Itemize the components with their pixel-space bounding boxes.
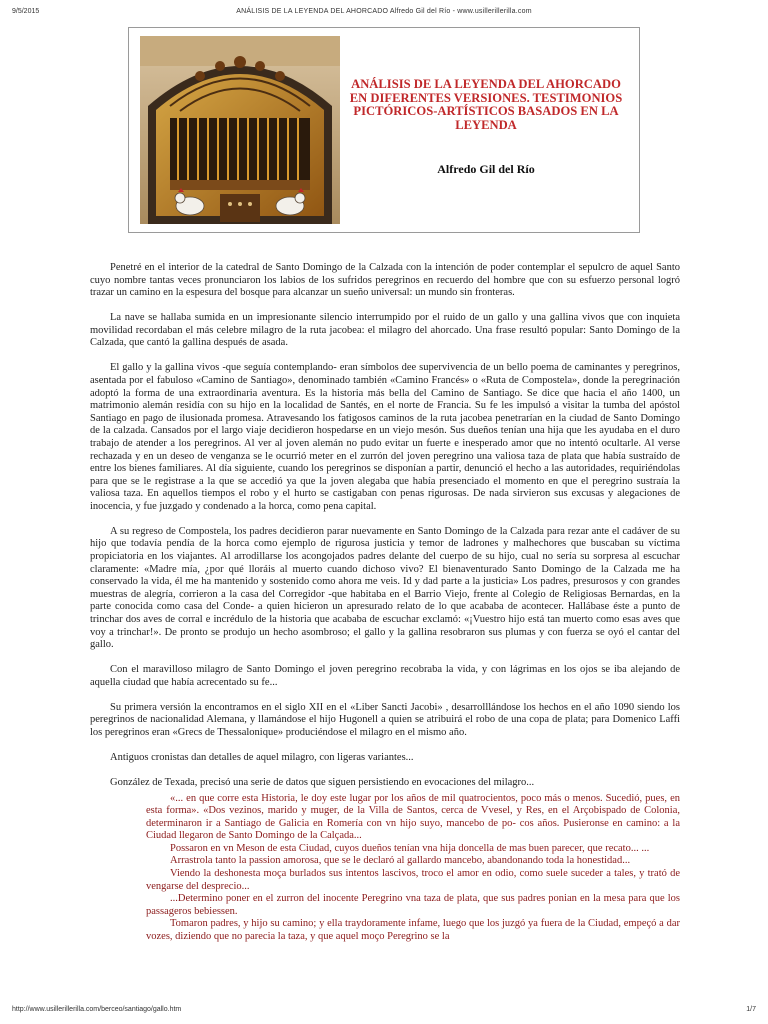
quote-line: ...Determino poner en el zurron del inocente Peregrino vna taza de plata, que sus padres ponian en la mesa para que los passageros bebiessen. (146, 893, 680, 917)
hero-text (341, 78, 631, 177)
print-header (12, 8, 756, 20)
page-url: http://www.usillerillerilla.com/berceo/santiago/gallo.htm (12, 1006, 182, 1013)
quote-line: «... en que corre esta Historia, le doy este lugar por los años de mil quatrocientos, poco más o menos. Sucedió, pues, en esta forma». «Dos vezinos, marido y muger, de la Villa de Santos, cerca de Vvesel, y Res, en el Arçobispado de Colonia, determinaron ir a Santiago de Galicia en Romería con vn hijo suyo, mancebo de po- cos años. Pusieronse en camino: a la Ciudad llegaron de Santo Domingo de la Calçada... (146, 792, 680, 842)
quote-line: Viendo la deshonesta moça burlados sus intentos lascivos, troco el amor en odio, como suele suceder a tales, y trató de vengarse del desprecio... (146, 868, 680, 892)
paragraph: Con el maravilloso milagro de Santo Domingo el joven peregrino recobraba la vida, y con lágrimas en los ojos se iba alejando de aquella ciudad que había acrecentado su fe... (90, 664, 680, 688)
quote-line: Possaron en vn Meson de esta Ciudad, cuyos dueños tenían vna hija doncella de mas buen parecer, que recato... ... (170, 842, 650, 854)
article-body (90, 262, 680, 944)
quote-line: Arrastrola tanto la passion amorosa, que se le declaró al gallardo mancebo, abandonando toda la honestidad... (170, 855, 631, 867)
paragraph: La nave se hallaba sumida en un impresionante silencio interrumpido por el ruido de un gallo y una gallina vivos que con inquieta movilidad recordaban el más celebre milagro de la ruta jacobea: el milagro del ahorcado. Una frase resultó popular: Santo Domingo de la Calzada, que cantó la gallina después de asada. (90, 312, 680, 349)
paragraph: El gallo y la gallina vivos -que seguía contemplando- eran símbolos dee supervivencia de un bello poema de caminantes y peregrinos, asentada por el fabuloso «Camino de Santiago», denominado también «Camino Francés» o «Ruta de Compostela», donde la peregrinación adoptó la forma de una extraordinaria aventura. Es la historia más bella del Camino de Santiago. Se dice que hacia el año 1400, un matrimonio alemán residía con su hijo en la localidad de Santés, en el norte de Francia. Su fe les impulsó a visitar la tumba del apóstol Santiago en pago de ilusionada promesa. Atravesando los fatigosos caminos de la ruta jacobea penetrarían en la ciudad de Santo Domingo de la calzada. Cansados por el largo viaje decidieron hospedarse en un viejo mesón. Sus dueños tenían una hija que les ayudaba en el duro trabajo de atender a los peregrinos. Al ver al joven alemán no pudo evitar un fuerte e inesperado amor que no intentó ocultarle. Al verse rechazada y en un deseo de venganza se le ocurrió meter en el zurrón del joven peregrino una valiosa taza de plata que había sustraído de entre los bienes familiares. Al día siguiente, cuando los peregrinos se disponían a partir, denunció el hecho a las autoridades, requiriéndolas para que se le registrase a la que se accedió ya que la joven alegaba que había presenciado el momento en que el peregrino sustraía la valiosa taza. En aquellos tiempos el robo y el hurto se castigaban con penas rigurosas. De nada sirvieron sus excusas y alegaciones de inocencia, y fue juzgado y condenado a la horca, como pena capital. (90, 362, 680, 512)
page-number: 1/7 (746, 1006, 756, 1013)
henhouse-illustration (140, 36, 340, 224)
quote-line: Tomaron padres, y hijo su camino; y ella traydoramente infame, luego que los juzgó ya fuera de la Ciudad, empeçó a dar vozes, diziendo que no parecia la taza, y que aquel moço Peregrino se la (146, 918, 680, 943)
article-title: ANÁLISIS DE LA LEYENDA DEL AHORCADO EN DIFERENTES VERSIONES. TESTIMONIOS PICTÓRICOS-ARTÍSTICOS BASADOS EN LA LEYENDA (349, 77, 623, 132)
paragraph: Su primera versión la encontramos en el siglo XII en el «Liber Sancti Jacobi» , desarrolllándose los hechos en el año 1090 siendo los peregrinos de nacionalidad Alemana, y llamándose el hijo Hugonell a quien se atribuirá el robo de una copa de plata; para Domenico Laffi los peregrinos eran «Grecs de Thessalonique» produciéndose el milagro en el mismo año. (90, 701, 680, 738)
print-date: 9/5/2015 (12, 8, 40, 15)
paragraph: Antiguos cronistas dan detalles de aquel milagro, con ligeras variantes... (110, 751, 414, 763)
article-author: Alfredo Gil del Río (437, 162, 535, 176)
paragraph: Penetré en el interior de la catedral de Santo Domingo de la Calzada con la intención de poder contemplar el sepulcro de aquel Santo cuyo nombre tantas veces pronunciaron los labios de los sufridos peregrinos en recuerdo del hombre que con su esfuerzo personal logró trazar un camino en la espesura del bosque para alcanzar un sueño universal: un mundo sin fronteras. (90, 262, 680, 299)
print-title: ANÁLISIS DE LA LEYENDA DEL AHORCADO Alfredo Gil del Río - www.usillerillerilla.com (236, 8, 532, 15)
hero-banner (128, 27, 640, 233)
paragraph: González de Texada, precisó una serie de datos que siguen persistiendo en evocaciones del milagro... (110, 776, 535, 788)
cathedral-henhouse-photo (140, 36, 340, 224)
print-footer (12, 1006, 756, 1018)
paragraph: A su regreso de Compostela, los padres decidieron parar nuevamente en Santo Domingo de la Calzada para rezar ante el cadáver de su hijo que todavía pendía de la horca como ejemplo de rigurosa justicia y temor de ladrones y malhechores que buscaban su víctima propiciatoria en los viajantes. Al arrodillarse los acongojados padres delante del cuerpo de su hijo, cual no sería su sorpresa al escuchar claramente: «Madre mía, ¿por qué lloráis al muerto cuando dichoso vivo? El bienaventurado Santo Domingo de la Calzada me ha conservado la vida, él me ha mantenido y sostenido como ahora me veis. Id y dad parte a la justicia» Los padres, presurosos y con grandes muestras de alegría, corrieron a la casa del Corregidor -que habitaba en el Barrio Viejo, frente al Colegio de Religiosas Bernardas, en la parte conocida como casa del Conde- a quien hicieron un apresurado relato de lo que acababa de acontecer. Hallábase éste a punto de trinchar dos aves de corral e incrédulo de la historia que acababa de escuchar exclamó: «¡Vuestro hijo está tan muerto como esas aves que voy a trinchar!». De pronto se produjo un hecho asombroso; el gallo y la gallina resobraron sus plumas y con fuerza se oyó el cantar del gallo. (90, 525, 680, 651)
historical-quote (146, 793, 680, 944)
